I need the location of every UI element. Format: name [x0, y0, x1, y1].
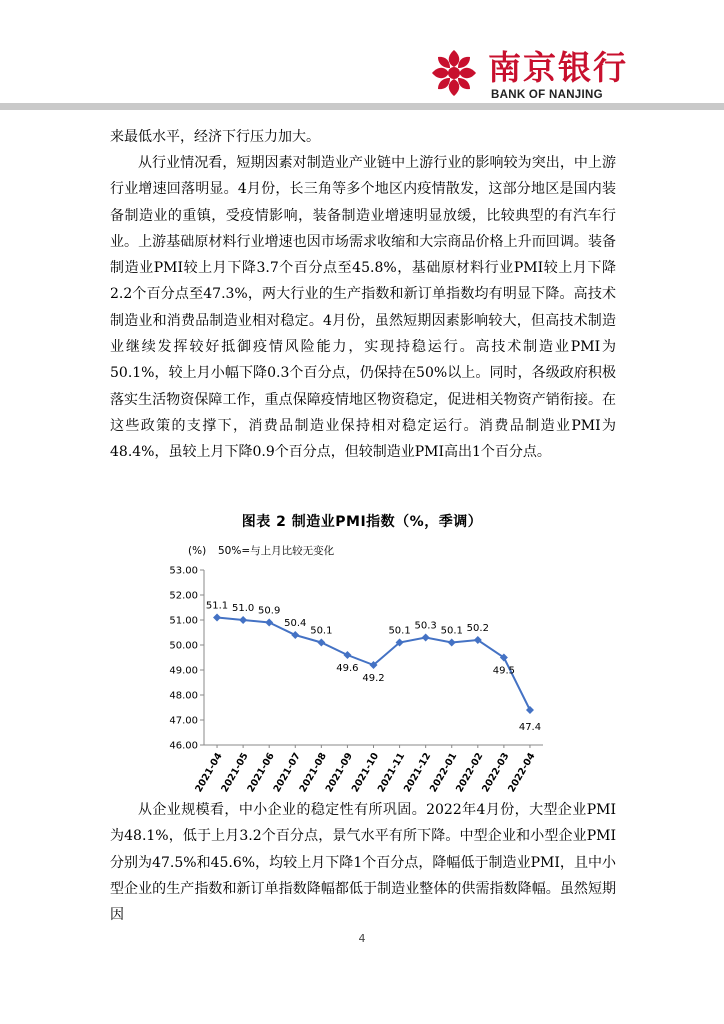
data-point	[343, 651, 351, 659]
y-tick-label: 53.00	[169, 565, 198, 577]
data-label: 50.3	[414, 620, 437, 632]
y-tick-label: 50.00	[169, 640, 198, 652]
x-tick-label: 2022-03	[480, 751, 512, 795]
x-tick-label: 2021-10	[349, 751, 382, 795]
y-tick-label: 49.00	[169, 665, 198, 677]
data-point	[526, 706, 534, 714]
chart-annotation: 50%=与上月比较无变化	[218, 545, 335, 557]
data-label: 49.2	[362, 673, 385, 684]
data-label: 49.5	[492, 665, 516, 677]
y-tick-label: 47.00	[169, 715, 198, 727]
x-tick-label: 2021-11	[375, 751, 408, 795]
x-tick-label: 2021-07	[271, 751, 303, 795]
data-label: 51.1	[205, 600, 229, 612]
data-label: 50.1	[440, 625, 463, 637]
bank-name-cn: 南京银行	[488, 48, 628, 87]
x-tick-label: 2022-02	[454, 751, 486, 795]
data-point	[448, 639, 456, 647]
data-point	[265, 619, 273, 627]
paragraph-3: 从企业规模看，中小企业的稳定性有所巩固。2022年4月份，大型企业PMI为48.1%，低于上月3.2个百分点，景气水平有所下降。中型企业和小型企业PMI分别为47.5%和45.6%，均较上月下降1个百分点，降幅低于制造业PMI，且中小型企业的生产指数和新订单指数降幅都低于制造业整体的供需指数降幅。虽然短期因	[110, 802, 616, 924]
data-point	[291, 631, 299, 639]
x-tick-label: 2021-06	[245, 751, 277, 795]
data-label: 47.4	[518, 722, 542, 733]
data-point	[422, 634, 430, 642]
bank-of-nanjing-logo-icon	[430, 48, 478, 98]
x-tick-label: 2021-04	[193, 751, 225, 795]
y-axis-label: (%)	[188, 545, 207, 557]
data-point	[317, 639, 325, 647]
y-tick-label: 52.00	[169, 590, 198, 602]
data-label: 49.6	[336, 663, 359, 674]
data-point	[213, 614, 221, 622]
x-tick-label: 2021-05	[219, 751, 251, 795]
bank-name-en: BANK OF NANJING	[491, 89, 603, 101]
paragraph-2: 从行业情况看，短期因素对制造业产业链中上游行业的影响较为突出，中上游行业增速回落明显。4月份，长三角等多个地区内疫情散发，这部分地区是国内装备制造业的重镇，受疫情影响，装备制造业增速明显放缓，比较典型的有汽车行业。上游基础原材料行业增速也因市场需求收缩和大宗商品价格上升而回调。装备制造业PMI较上月下降3.7个百分点至45.8%，基础原材料行业PMI较上月下降2.2个百分点至47.3%，两大行业的生产指数和新订单指数均有明显下降。高技术制造业和消费品制造业相对稳定。4月份，虽然短期因素影响较大，但高技术制造业继续发挥较好抵御疫情风险能力，实现持稳运行。高技术制造业PMI为50.1%，较上月小幅下降0.3个百分点，仍保持在50%以上。同时，各级政府积极落实生活物资保障工作，重点保障疫情地区物资稳定，促进相关物资产销衔接。在这些政策的支撑下，消费品制造业保持相对稳定运行。消费品制造业PMI为48.4%，虽较上月下降0.9个百分点，但较制造业PMI高出1个百分点。	[110, 155, 616, 461]
data-label: 50.1	[388, 625, 411, 637]
data-label: 50.2	[466, 623, 489, 634]
data-label: 50.4	[284, 618, 307, 629]
data-label: 50.9	[258, 605, 281, 617]
chart-title: 图表 2 制造业PMI指数（%，季调）	[241, 514, 483, 530]
data-label: 50.1	[310, 625, 333, 637]
paragraph-1: 来最低水平，经济下行压力加大。	[110, 129, 320, 145]
pmi-line-chart	[160, 535, 550, 797]
data-point	[239, 616, 247, 624]
x-tick-label: 2021-08	[297, 751, 329, 795]
page-number: 4	[358, 932, 366, 945]
x-tick-label: 2021-09	[323, 751, 356, 795]
x-tick-label: 2022-04	[506, 751, 538, 795]
y-tick-label: 51.00	[169, 615, 198, 627]
y-tick-label: 46.00	[169, 740, 198, 752]
data-label: 51.0	[231, 603, 255, 614]
x-tick-label: 2022-01	[427, 751, 460, 795]
header-divider	[0, 103, 724, 110]
x-tick-label: 2021-12	[401, 751, 434, 795]
y-tick-label: 48.00	[169, 690, 198, 702]
